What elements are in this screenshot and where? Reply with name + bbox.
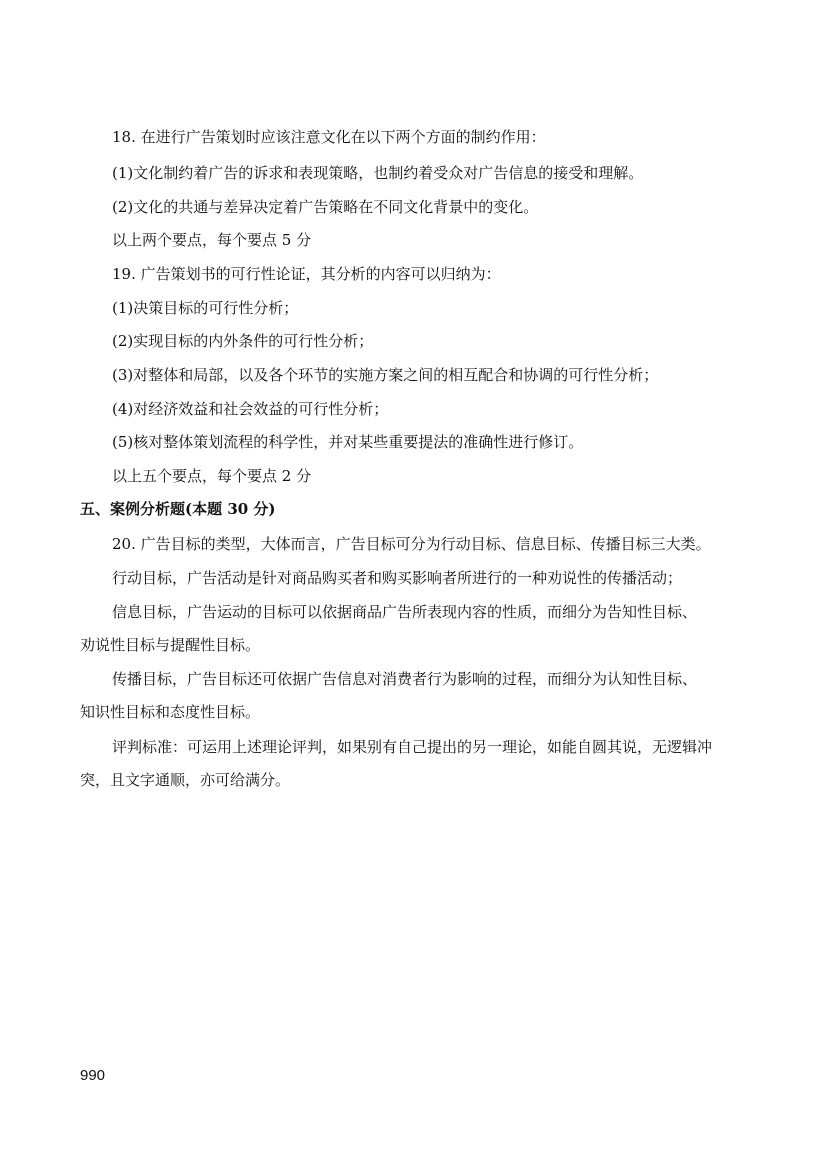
q20-criteria-line2: 突，且文字通顺，亦可给满分。: [80, 771, 291, 789]
q18-title: 18. 在进行广告策划时应该注意文化在以下两个方面的制约作用：: [112, 128, 546, 146]
q19-point-1: (1)决策目标的可行性分析；: [112, 299, 299, 317]
q18-scoring: 以上两个要点，每个要点 5 分: [112, 231, 312, 249]
q20-comm-goal-line1: 传播目标，广告目标还可依据广告信息对消费者行为影响的过程，而细分为认知性目标、: [112, 670, 698, 688]
q19-scoring: 以上五个要点，每个要点 2 分: [112, 467, 312, 485]
page-number: 990: [80, 1067, 106, 1084]
q20-action-goal: 行动目标，广告活动是针对商品购买者和购买影响者所进行的一种劝说性的传播活动；: [112, 569, 683, 587]
q19-point-5: (5)核对整体策划流程的科学性，并对某些重要提法的准确性进行修订。: [112, 433, 584, 451]
q20-info-goal-line2: 劝说性目标与提醒性目标。: [80, 636, 261, 654]
q20-info-goal-line1: 信息目标，广告运动的目标可以依据商品广告所表现内容的性质，而细分为告知性目标、: [112, 603, 698, 621]
q20-comm-goal-line2: 知识性目标和态度性目标。: [80, 703, 261, 721]
q20-criteria-line1: 评判标准：可运用上述理论评判，如果别有自己提出的另一理论，如能自圆其说，无逻辑冲: [112, 738, 713, 756]
q20-intro: 20. 广告目标的类型，大体而言，广告目标可分为行动目标、信息目标、传播目标三大类。: [112, 535, 711, 553]
q18-point-2: (2)文化的共通与差异决定着广告策略在不同文化背景中的变化。: [112, 198, 539, 216]
q19-point-2: (2)实现目标的内外条件的可行性分析；: [112, 332, 374, 350]
q19-title: 19. 广告策划书的可行性论证，其分析的内容可以归纳为：: [112, 265, 501, 283]
section5-heading: 五、案例分析题(本题 30 分): [80, 500, 276, 518]
q19-point-4: (4)对经济效益和社会效益的可行性分析；: [112, 400, 389, 418]
q19-point-3: (3)对整体和局部，以及各个环节的实施方案之间的相互配合和协调的可行性分析；: [112, 366, 659, 384]
q18-point-1: (1)文化制约着广告的诉求和表现策略，也制约着受众对广告信息的接受和理解。: [112, 164, 644, 182]
